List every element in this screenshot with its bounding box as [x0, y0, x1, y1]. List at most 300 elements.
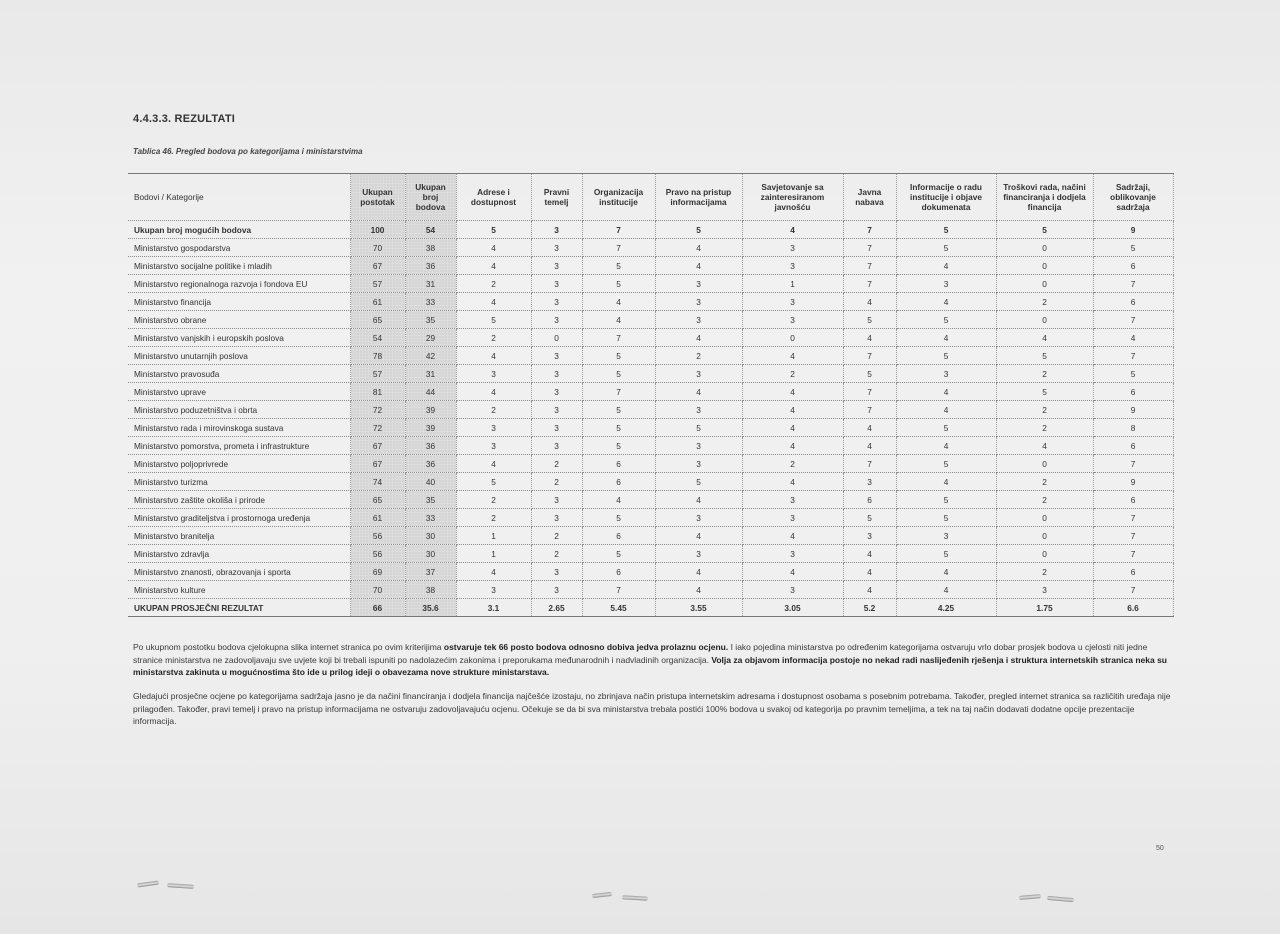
value-cell: 2	[456, 509, 531, 527]
table-row	[128, 419, 1173, 437]
value-cell: 3	[531, 383, 582, 401]
value-cell: 1.75	[996, 599, 1093, 617]
value-cell: 4	[742, 419, 843, 437]
row-label-cell: Ministarstvo poljoprivrede	[128, 455, 350, 473]
value-cell: 3	[655, 509, 742, 527]
value-cell: 54	[350, 329, 405, 347]
value-cell: 4.25	[896, 599, 996, 617]
value-cell: 7	[843, 239, 896, 257]
row-label-cell: Ministarstvo znanosti, obrazovanja i sporta	[128, 563, 350, 581]
value-cell: 7	[582, 383, 655, 401]
value-cell: 4	[896, 473, 996, 491]
section-title: 4.4.3.3. REZULTATI	[133, 113, 236, 125]
value-cell: 4	[742, 563, 843, 581]
value-cell: 2	[531, 473, 582, 491]
value-cell: 38	[405, 581, 456, 599]
value-cell: 5	[896, 347, 996, 365]
staple-mark	[1047, 896, 1074, 902]
value-cell: 3	[655, 401, 742, 419]
value-cell: 5	[896, 545, 996, 563]
row-label-cell: Ministarstvo pomorstva, prometa i infrastrukture	[128, 437, 350, 455]
value-cell: 4	[843, 437, 896, 455]
value-cell: 3	[996, 581, 1093, 599]
row-label-cell: Ministarstvo regionalnoga razvoja i fondova EU	[128, 275, 350, 293]
value-cell: 4	[843, 563, 896, 581]
total-average-row	[128, 599, 1173, 617]
value-cell: 61	[350, 293, 405, 311]
table-row	[128, 401, 1173, 419]
row-label-cell: Ukupan broj mogućih bodova	[128, 221, 350, 239]
value-cell: 3	[531, 563, 582, 581]
column-header: Troškovi rada, načini financiranja i dodjela financija	[996, 174, 1093, 221]
value-cell: 5	[582, 365, 655, 383]
staple-mark	[137, 880, 159, 887]
value-cell: 7	[582, 221, 655, 239]
value-cell: 7	[843, 455, 896, 473]
table-row	[128, 383, 1173, 401]
value-cell: 3.05	[742, 599, 843, 617]
value-cell: 9	[1093, 401, 1173, 419]
value-cell: 4	[896, 383, 996, 401]
value-cell: 4	[996, 437, 1093, 455]
value-cell: 6	[582, 527, 655, 545]
value-cell: 5.2	[843, 599, 896, 617]
staple-mark	[592, 892, 612, 898]
table-row	[128, 509, 1173, 527]
table-row	[128, 545, 1173, 563]
max-points-row	[128, 221, 1173, 239]
value-cell: 2	[742, 365, 843, 383]
value-cell: 5	[582, 509, 655, 527]
row-label-cell: Ministarstvo financija	[128, 293, 350, 311]
value-cell: 4	[655, 491, 742, 509]
value-cell: 31	[405, 275, 456, 293]
value-cell: 3	[843, 527, 896, 545]
value-cell: 3	[742, 581, 843, 599]
value-cell: 3	[531, 275, 582, 293]
table-row	[128, 563, 1173, 581]
value-cell: 4	[896, 293, 996, 311]
table-row	[128, 455, 1173, 473]
column-header: Sadržaji, oblikovanje sadržaja	[1093, 174, 1173, 221]
value-cell: 31	[405, 365, 456, 383]
value-cell: 4	[742, 221, 843, 239]
staple-mark	[622, 895, 648, 900]
value-cell: 7	[1093, 455, 1173, 473]
value-cell: 6	[582, 563, 655, 581]
results-table	[128, 173, 1174, 617]
value-cell: 4	[1093, 329, 1173, 347]
value-cell: 3	[655, 437, 742, 455]
value-cell: 44	[405, 383, 456, 401]
value-cell: 5	[456, 221, 531, 239]
value-cell: 4	[742, 437, 843, 455]
value-cell: 5	[582, 347, 655, 365]
table-row	[128, 311, 1173, 329]
value-cell: 4	[655, 329, 742, 347]
value-cell: 3	[531, 491, 582, 509]
value-cell: 30	[405, 545, 456, 563]
value-cell: 81	[350, 383, 405, 401]
row-label-cell: Ministarstvo branitelja	[128, 527, 350, 545]
row-label-cell: Ministarstvo unutarnjih poslova	[128, 347, 350, 365]
value-cell: 7	[843, 275, 896, 293]
table-row	[128, 473, 1173, 491]
row-label-cell: Ministarstvo gospodarstva	[128, 239, 350, 257]
value-cell: 0	[996, 311, 1093, 329]
value-cell: 69	[350, 563, 405, 581]
value-cell: 6	[1093, 491, 1173, 509]
row-label-cell: Ministarstvo zdravlja	[128, 545, 350, 563]
value-cell: 4	[896, 563, 996, 581]
emphasis-text: ostvaruje tek 66 posto bodova odnosno dobiva jedva prolaznu ocjenu.	[443, 642, 729, 652]
value-cell: 40	[405, 473, 456, 491]
value-cell: 2	[996, 491, 1093, 509]
value-cell: 5	[896, 419, 996, 437]
value-cell: 4	[456, 455, 531, 473]
column-header: Savjetovanje sa zainteresiranom javnošću	[742, 174, 843, 221]
value-cell: 67	[350, 257, 405, 275]
value-cell: 5	[1093, 239, 1173, 257]
value-cell: 38	[405, 239, 456, 257]
value-cell: 5	[896, 491, 996, 509]
value-cell: 35	[405, 491, 456, 509]
value-cell: 2	[456, 275, 531, 293]
staple-mark	[1019, 894, 1041, 900]
value-cell: 2	[996, 563, 1093, 581]
value-cell: 6	[1093, 563, 1173, 581]
value-cell: 3	[655, 455, 742, 473]
value-cell: 72	[350, 419, 405, 437]
value-cell: 4	[742, 473, 843, 491]
value-cell: 36	[405, 437, 456, 455]
table-header-row	[128, 174, 1173, 221]
value-cell: 3	[896, 365, 996, 383]
value-cell: 36	[405, 455, 456, 473]
value-cell: 4	[582, 491, 655, 509]
value-cell: 4	[896, 329, 996, 347]
value-cell: 6	[1093, 383, 1173, 401]
table-row	[128, 239, 1173, 257]
value-cell: 2	[655, 347, 742, 365]
column-header: Organizacija institucije	[582, 174, 655, 221]
value-cell: 7	[582, 239, 655, 257]
value-cell: 4	[456, 239, 531, 257]
value-cell: 2	[531, 545, 582, 563]
value-cell: 3.55	[655, 599, 742, 617]
value-cell: 67	[350, 455, 405, 473]
column-header: Informacije o radu institucije i objave dokumenata	[896, 174, 996, 221]
value-cell: 3	[456, 419, 531, 437]
value-cell: 3	[896, 275, 996, 293]
value-cell: 3	[742, 545, 843, 563]
staple-mark	[167, 883, 194, 889]
value-cell: 33	[405, 293, 456, 311]
value-cell: 4	[742, 383, 843, 401]
value-cell: 5	[896, 239, 996, 257]
value-cell: 72	[350, 401, 405, 419]
column-header: Pravni temelj	[531, 174, 582, 221]
value-cell: 3	[531, 401, 582, 419]
value-cell: 4	[655, 581, 742, 599]
table-row	[128, 293, 1173, 311]
value-cell: 3	[531, 509, 582, 527]
value-cell: 2	[996, 293, 1093, 311]
value-cell: 3	[655, 545, 742, 563]
value-cell: 4	[582, 293, 655, 311]
value-cell: 4	[655, 383, 742, 401]
row-label-cell: Ministarstvo obrane	[128, 311, 350, 329]
value-cell: 3	[531, 221, 582, 239]
value-cell: 3	[742, 239, 843, 257]
table-row	[128, 437, 1173, 455]
value-cell: 5	[896, 455, 996, 473]
value-cell: 7	[843, 401, 896, 419]
value-cell: 30	[405, 527, 456, 545]
row-label-cell: Ministarstvo turizma	[128, 473, 350, 491]
value-cell: 4	[843, 581, 896, 599]
value-cell: 33	[405, 509, 456, 527]
value-cell: 3	[456, 437, 531, 455]
value-cell: 3	[456, 365, 531, 383]
value-cell: 2	[531, 527, 582, 545]
column-header: Ukupan postotak	[350, 174, 405, 221]
table-row	[128, 491, 1173, 509]
summary-paragraph	[133, 641, 1173, 679]
value-cell: 39	[405, 419, 456, 437]
value-cell: 2	[996, 365, 1093, 383]
value-cell: 7	[1093, 311, 1173, 329]
value-cell: 5.45	[582, 599, 655, 617]
value-cell: 4	[456, 293, 531, 311]
table-row	[128, 365, 1173, 383]
value-cell: 56	[350, 527, 405, 545]
value-cell: 67	[350, 437, 405, 455]
value-cell: 70	[350, 581, 405, 599]
column-header: Pravo na pristup informacijama	[655, 174, 742, 221]
value-cell: 66	[350, 599, 405, 617]
value-cell: 3	[531, 239, 582, 257]
analysis-paragraph: Gledajući prosječne ocjene po kategorijama sadržaja jasno je da načini financiranja i dodjela financija najčešće izostaju, no zbrinjava način pristupa internetskim adresama i dostupnost osobama s posebnim potrebama. Također, pregled internet stranica sa različitih uređaja nije prilagođen. Također, pravi temelj i pravo na pristup informacijama ne ostvaruju zadovoljavajuću ocjenu. Očekuje se da bi sva ministarstva trebala postići 100% bodova u svakoj od kategorija po pravnim temeljima, a tek na taj način dodavati dodatne opcije prezentacije informacija.	[133, 691, 1171, 726]
value-cell: 1	[456, 545, 531, 563]
value-cell: 3	[531, 437, 582, 455]
value-cell: 6	[1093, 293, 1173, 311]
value-cell: 39	[405, 401, 456, 419]
value-cell: 5	[896, 509, 996, 527]
value-cell: 4	[655, 563, 742, 581]
value-cell: 5	[843, 509, 896, 527]
value-cell: 3	[531, 293, 582, 311]
value-cell: 9	[1093, 473, 1173, 491]
value-cell: 4	[742, 401, 843, 419]
value-cell: 5	[582, 437, 655, 455]
table-row	[128, 347, 1173, 365]
value-cell: 0	[996, 455, 1093, 473]
value-cell: 5	[582, 545, 655, 563]
value-cell: 3	[843, 473, 896, 491]
value-cell: 5	[996, 347, 1093, 365]
value-cell: 5	[456, 311, 531, 329]
value-cell: 3	[531, 581, 582, 599]
value-cell: 5	[843, 311, 896, 329]
value-cell: 4	[896, 437, 996, 455]
value-cell: 35.6	[405, 599, 456, 617]
value-cell: 3	[742, 257, 843, 275]
value-cell: 3	[456, 581, 531, 599]
value-cell: 6	[1093, 257, 1173, 275]
value-cell: 56	[350, 545, 405, 563]
value-cell: 5	[456, 473, 531, 491]
row-label-cell: Ministarstvo rada i mirovinskoga sustava	[128, 419, 350, 437]
column-header: Javna nabava	[843, 174, 896, 221]
value-cell: 8	[1093, 419, 1173, 437]
column-header: Ukupan broj bodova	[405, 174, 456, 221]
table-row	[128, 329, 1173, 347]
value-cell: 2	[742, 455, 843, 473]
value-cell: 4	[896, 257, 996, 275]
value-cell: 4	[456, 563, 531, 581]
value-cell: 3	[531, 311, 582, 329]
value-cell: 36	[405, 257, 456, 275]
value-cell: 5	[843, 365, 896, 383]
value-cell: 6	[1093, 437, 1173, 455]
value-cell: 7	[1093, 545, 1173, 563]
value-cell: 1	[456, 527, 531, 545]
value-cell: 3	[531, 347, 582, 365]
value-cell: 4	[996, 329, 1093, 347]
row-label-header: Bodovi / Kategorije	[128, 174, 350, 221]
value-cell: 7	[843, 257, 896, 275]
value-cell: 7	[582, 329, 655, 347]
value-cell: 35	[405, 311, 456, 329]
value-cell: 29	[405, 329, 456, 347]
row-label-cell: Ministarstvo poduzetništva i obrta	[128, 401, 350, 419]
value-cell: 4	[582, 311, 655, 329]
table-row	[128, 275, 1173, 293]
value-cell: 4	[655, 527, 742, 545]
value-cell: 3	[531, 257, 582, 275]
value-cell: 4	[843, 419, 896, 437]
table-row	[128, 527, 1173, 545]
value-cell: 78	[350, 347, 405, 365]
value-cell: 3	[655, 293, 742, 311]
value-cell: 2	[456, 491, 531, 509]
value-cell: 4	[742, 347, 843, 365]
value-cell: 0	[996, 545, 1093, 563]
value-cell: 5	[582, 275, 655, 293]
value-cell: 4	[843, 545, 896, 563]
value-cell: 0	[996, 527, 1093, 545]
value-cell: 6	[582, 473, 655, 491]
value-cell: 2	[531, 455, 582, 473]
body-text: Po ukupnom postotku bodova cjelokupna slika internet stranica po ovim kriterijima	[133, 642, 444, 652]
value-cell: 6.6	[1093, 599, 1173, 617]
value-cell: 5	[1093, 365, 1173, 383]
row-label-cell: Ministarstvo uprave	[128, 383, 350, 401]
value-cell: 65	[350, 491, 405, 509]
value-cell: 4	[456, 257, 531, 275]
value-cell: 65	[350, 311, 405, 329]
value-cell: 2	[996, 473, 1093, 491]
value-cell: 3	[655, 365, 742, 383]
value-cell: 42	[405, 347, 456, 365]
value-cell: 7	[1093, 509, 1173, 527]
value-cell: 3	[655, 311, 742, 329]
value-cell: 5	[896, 221, 996, 239]
page-number: 50	[1156, 845, 1164, 852]
value-cell: 7	[582, 581, 655, 599]
column-header: Adrese i dostupnost	[456, 174, 531, 221]
row-label-cell: Ministarstvo socijalne politike i mladih	[128, 257, 350, 275]
value-cell: 4	[655, 257, 742, 275]
value-cell: 7	[843, 383, 896, 401]
value-cell: 3	[742, 491, 843, 509]
value-cell: 3	[655, 275, 742, 293]
value-cell: 2	[996, 419, 1093, 437]
value-cell: 4	[843, 329, 896, 347]
value-cell: 4	[655, 239, 742, 257]
value-cell: 7	[843, 221, 896, 239]
value-cell: 7	[1093, 275, 1173, 293]
value-cell: 7	[843, 347, 896, 365]
value-cell: 57	[350, 275, 405, 293]
value-cell: 4	[742, 527, 843, 545]
value-cell: 61	[350, 509, 405, 527]
value-cell: 4	[456, 347, 531, 365]
row-label-cell: Ministarstvo kulture	[128, 581, 350, 599]
body-text: I iako pojedina ministarstva po određenim kategorijama ostvaruju vrlo dobar prosjek bodova u cjelosti niti jedne stranice ministarstva ne zadovoljavaju sve uvjete koji bi trebali ispuniti po nadolazećim zakonima i preporukama međunarodnih i nadvladinih organizacija.	[133, 642, 1148, 665]
value-cell: 3	[531, 365, 582, 383]
value-cell: 5	[996, 383, 1093, 401]
row-label-cell: Ministarstvo vanjskih i europskih poslova	[128, 329, 350, 347]
value-cell: 0	[996, 275, 1093, 293]
value-cell: 6	[582, 455, 655, 473]
value-cell: 5	[896, 311, 996, 329]
value-cell: 3	[742, 509, 843, 527]
value-cell: 7	[1093, 581, 1173, 599]
value-cell: 3	[742, 293, 843, 311]
value-cell: 9	[1093, 221, 1173, 239]
value-cell: 5	[582, 419, 655, 437]
value-cell: 54	[405, 221, 456, 239]
value-cell: 3.1	[456, 599, 531, 617]
value-cell: 2.65	[531, 599, 582, 617]
table-row	[128, 257, 1173, 275]
value-cell: 3	[531, 419, 582, 437]
value-cell: 0	[996, 509, 1093, 527]
value-cell: 0	[531, 329, 582, 347]
value-cell: 5	[582, 257, 655, 275]
value-cell: 0	[996, 257, 1093, 275]
emphasis-text: Volja za objavom informacija postoje no nekad radi naslijeđenih rješenja i struktura internetskih stranica neka su ministarstva zakinuta u mogućnostima što ide u prilog ideji o obavezama nove strukture ministarstava.	[133, 654, 1167, 677]
value-cell: 4	[896, 401, 996, 419]
value-cell: 2	[996, 401, 1093, 419]
value-cell: 0	[742, 329, 843, 347]
value-cell: 7	[1093, 527, 1173, 545]
value-cell: 0	[996, 239, 1093, 257]
value-cell: 70	[350, 239, 405, 257]
table-caption: Tablica 46. Pregled bodova po kategorijama i ministarstvima	[133, 147, 363, 156]
row-label-cell: Ministarstvo graditeljstva i prostornoga uređenja	[128, 509, 350, 527]
value-cell: 37	[405, 563, 456, 581]
value-cell: 4	[896, 581, 996, 599]
row-label-cell: UKUPAN PROSJEČNI REZULTAT	[128, 599, 350, 617]
value-cell: 57	[350, 365, 405, 383]
value-cell: 5	[655, 221, 742, 239]
value-cell: 100	[350, 221, 405, 239]
value-cell: 5	[582, 401, 655, 419]
value-cell: 4	[456, 383, 531, 401]
